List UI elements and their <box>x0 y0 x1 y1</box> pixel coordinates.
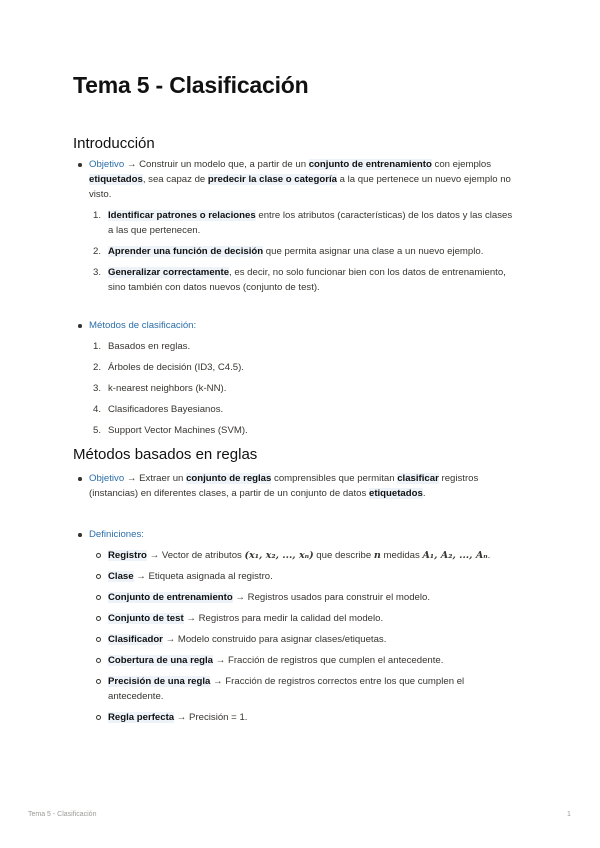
text: comprensibles que permitan <box>271 473 398 484</box>
text: a la que pertenece un nuevo ejemplo no visto. <box>89 174 511 200</box>
metodos-label: Métodos de clasificación: <box>89 320 197 331</box>
def-bold: Cobertura de una regla <box>108 655 214 666</box>
step-item <box>73 208 513 238</box>
metodo-item <box>73 339 513 354</box>
def-item <box>73 569 513 584</box>
def-text: → Etiqueta asignada al registro. <box>133 571 273 582</box>
reglas-objetivo <box>73 471 513 501</box>
def-text: . <box>487 550 491 561</box>
heading-metodos-reglas: Métodos basados en reglas <box>73 446 258 463</box>
metodo-number: 5. <box>93 425 102 436</box>
highlight: conjunto de reglas <box>186 473 272 484</box>
metodos-block <box>73 318 513 438</box>
def-text: que describe <box>313 550 374 561</box>
metodo-text: k-nearest neighbors (k-NN). <box>108 383 227 394</box>
def-bold: Conjunto de test <box>108 613 184 624</box>
footer-page-number: 1 <box>567 811 571 818</box>
def-item <box>73 632 513 647</box>
def-text: → Modelo construido para asignar clases/etiquetas. <box>162 634 387 645</box>
def-text: → Fracción de registros correctos entre los que cumplen el antecedente. <box>108 676 465 702</box>
step-number: 1. <box>93 210 102 221</box>
def-bold: Conjunto de entrenamiento <box>108 592 233 603</box>
metodo-text: Árboles de decisión (ID3, C4.5). <box>108 362 244 373</box>
text: con ejemplos <box>431 159 492 170</box>
step-item <box>73 265 513 295</box>
metodo-number: 3. <box>93 383 102 394</box>
highlight: clasificar <box>397 473 439 484</box>
definiciones-block <box>73 527 513 725</box>
text: registros (instancias) en diferentes clases, a partir de un conjunto de datos <box>89 473 479 499</box>
highlight: conjunto de entrenamiento <box>308 159 432 170</box>
step-text: entre los atributos (características) de los datos y las clases a las que pertenecen. <box>108 210 513 236</box>
text: → Extraer un <box>124 473 187 484</box>
def-item <box>73 653 513 668</box>
def-item <box>73 674 513 704</box>
def-bold: Precisión de una regla <box>108 676 211 687</box>
metodo-text: Basados en reglas. <box>108 341 191 352</box>
def-text: → Registros para medir la calidad del modelo. <box>183 613 384 624</box>
metodo-number: 4. <box>93 404 102 415</box>
step-item <box>73 244 513 259</box>
step-text: que permita asignar una clase a un nuevo ejemplo. <box>263 246 484 257</box>
def-text: medidas <box>380 550 423 561</box>
footer-title: Tema 5 - Clasificación <box>28 811 97 818</box>
def-text: → Fracción de registros que cumplen el antecedente. <box>213 655 444 666</box>
metodo-item <box>73 360 513 375</box>
def-item-registro <box>73 548 513 563</box>
def-bold: Clase <box>108 571 134 582</box>
math-attributes: A₁, A₂, ..., Aₙ <box>422 550 488 561</box>
definiciones-label: Definiciones: <box>89 529 144 540</box>
intro-objetivo-block <box>73 157 513 295</box>
step-number: 3. <box>93 267 102 278</box>
metodo-item <box>73 381 513 396</box>
page-title: Tema 5 - Clasificación <box>73 72 309 98</box>
highlight: etiquetados <box>89 174 143 185</box>
text: → Construir un modelo que, a partir de un <box>124 159 309 170</box>
reglas-objetivo-block <box>73 471 513 501</box>
metodo-text: Support Vector Machines (SVM). <box>108 425 248 436</box>
def-item <box>73 590 513 605</box>
text: . <box>422 488 426 499</box>
def-text: → Precisión = 1. <box>174 712 248 723</box>
definiciones <box>73 527 513 542</box>
heading-introduccion: Introducción <box>73 135 155 152</box>
def-text: → Vector de atributos <box>146 550 245 561</box>
text: , sea capaz de <box>142 174 208 185</box>
step-bold: Aprender una función de decisión <box>108 246 264 257</box>
math-n: n <box>373 550 381 561</box>
def-item <box>73 710 513 725</box>
step-number: 2. <box>93 246 102 257</box>
step-text: , es decir, no solo funcionar bien con los datos de entrenamiento, sino también con datos nuevos (conjunto de test). <box>108 267 506 293</box>
metodo-number: 1. <box>93 341 102 352</box>
def-bold: Registro <box>108 550 147 561</box>
def-item <box>73 611 513 626</box>
metodos-clasificacion <box>73 318 513 333</box>
highlight: predecir la clase o categoría <box>207 174 337 185</box>
objetivo-label: Objetivo <box>89 159 125 170</box>
objetivo-label: Objetivo <box>89 473 125 484</box>
highlight: etiquetados <box>368 488 423 499</box>
metodo-text: Clasificadores Bayesianos. <box>108 404 224 415</box>
metodo-number: 2. <box>93 362 102 373</box>
math-vector: (x₁, x₂, ..., xₙ) <box>244 550 314 561</box>
def-bold: Regla perfecta <box>108 712 175 723</box>
metodo-item <box>73 402 513 417</box>
step-bold: Generalizar correctamente <box>108 267 230 278</box>
metodo-item <box>73 423 513 438</box>
step-bold: Identificar patrones o relaciones <box>108 210 256 221</box>
intro-objetivo <box>73 157 513 202</box>
def-text: → Registros usados para construir el modelo. <box>232 592 431 603</box>
def-bold: Clasificador <box>108 634 163 645</box>
